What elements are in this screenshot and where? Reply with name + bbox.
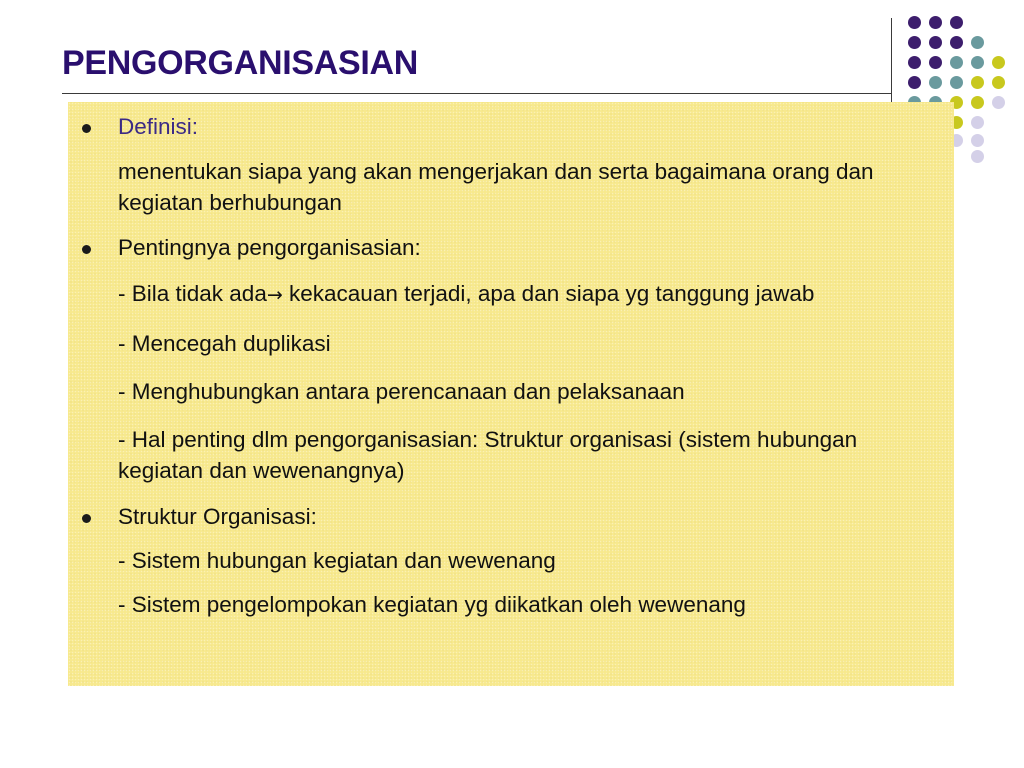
title-divider [62, 93, 892, 94]
dot-purple [908, 56, 921, 69]
dot-lavender [971, 134, 984, 147]
struktur-label: Struktur Organisasi: [118, 504, 317, 529]
dot-purple [908, 76, 921, 89]
pentingnya-item-1-rest: kekacauan terjadi, apa dan siapa yg tanggung jawab [282, 281, 815, 306]
dot-yellow [971, 76, 984, 89]
pentingnya-item-1-lead: - Bila tidak ada [118, 281, 267, 306]
dot-teal [950, 56, 963, 69]
dot-purple [929, 16, 942, 29]
definisi-label: Definisi: [118, 114, 199, 139]
bullet-dot [82, 124, 91, 133]
dot-teal [971, 36, 984, 49]
dot-purple [929, 36, 942, 49]
dot-teal [971, 56, 984, 69]
dot-purple [908, 36, 921, 49]
dot-teal [950, 76, 963, 89]
dot-yellow [992, 76, 1005, 89]
dot-lavender [971, 150, 984, 163]
dot-lavender [992, 96, 1005, 109]
right-arrow-icon: → [266, 284, 283, 306]
content-box [68, 102, 954, 686]
dot-purple [908, 16, 921, 29]
pentingnya-item-2: - Mencegah duplikasi [118, 331, 331, 356]
pentingnya-item-4: - Hal penting dlm pengorganisasian: Struktur organisasi (sistem hubungan kegiatan dan wewenangnya) [118, 427, 858, 483]
dot-lavender [971, 116, 984, 129]
bullet-definisi [68, 112, 936, 142]
pentingnya-item-3: - Menghubungkan antara perencanaan dan pelaksanaan [118, 379, 685, 404]
struktur-item-1: - Sistem hubungan kegiatan dan wewenang [118, 548, 556, 573]
struktur-item-2: - Sistem pengelompokan kegiatan yg diikatkan oleh wewenang [118, 592, 746, 617]
slide-title: PENGORGANISASIAN [62, 44, 419, 82]
dot-yellow [971, 96, 984, 109]
bullet-struktur [68, 502, 936, 532]
bullet-dot [82, 514, 91, 523]
pentingnya-item-1 [68, 278, 936, 311]
dot-purple [950, 36, 963, 49]
dot-purple [950, 16, 963, 29]
dot-purple [929, 56, 942, 69]
definisi-text: menentukan siapa yang akan mengerjakan dan serta bagaimana orang dan kegiatan berhubungan [118, 159, 874, 215]
bullet-dot [82, 245, 91, 254]
dot-teal [929, 76, 942, 89]
bullet-pentingnya [68, 233, 936, 263]
pentingnya-label: Pentingnya pengorganisasian: [118, 235, 421, 260]
dot-yellow [992, 56, 1005, 69]
